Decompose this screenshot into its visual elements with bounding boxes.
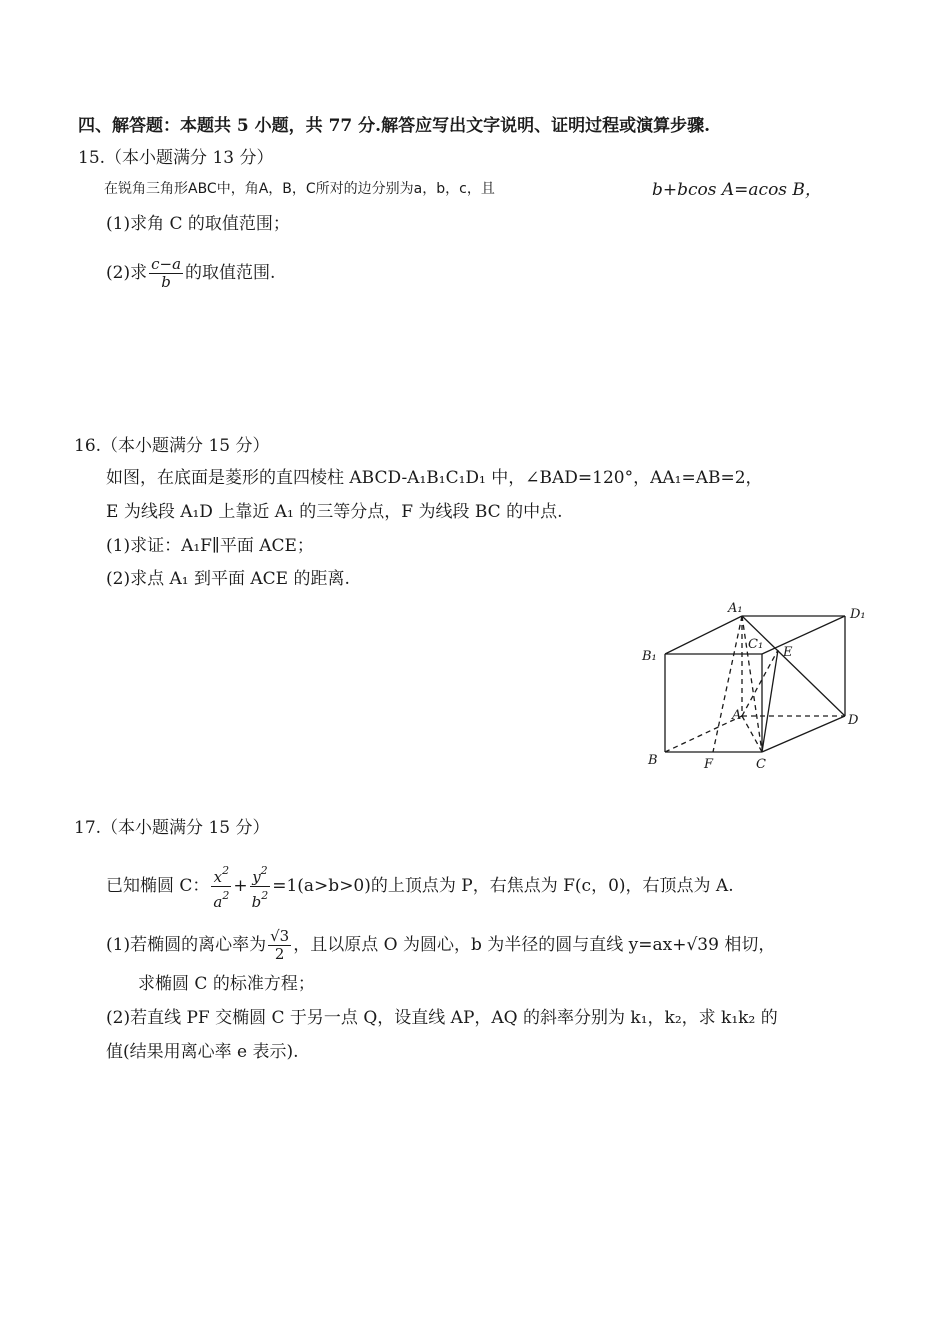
fraction-denominator: b [161, 273, 171, 291]
ellipse-x-term: $\frac{x^2}{a^2}$ [213, 864, 230, 911]
problem-15-number: 15.（本小题满分 13 分） [78, 148, 274, 168]
problem-16-line2: E 为线段 A₁D 上靠近 A₁ 的三等分点，F 为线段 BC 的中点. [106, 502, 563, 522]
label-b: B [648, 753, 658, 768]
problem-17-q2-line1: (2)若直线 PF 交椭圆 C 于另一点 Q，设直线 AP，AQ 的斜率分别为 k₁，k₂，求 k₁k₂ 的 [106, 1008, 778, 1028]
problem-17-stem-suffix: =1(a>b>0)的上顶点为 P，右焦点为 F(c，0)，右顶点为 A. [272, 876, 734, 896]
hidden-b-a [665, 716, 742, 752]
label-e: E [783, 645, 793, 660]
label-d: D [848, 713, 859, 728]
problem-15-q2-prefix: (2)求 [106, 263, 148, 283]
problem-15-q2 [106, 256, 275, 291]
hidden-a1-f [713, 616, 742, 752]
eccentricity-fraction [268, 928, 291, 963]
label-a: A [732, 708, 742, 723]
label-d1: D₁ [850, 607, 866, 622]
problem-16-q1: (1)求证：A₁F∥平面 ACE； [106, 536, 314, 556]
problem-17-q1 [106, 928, 775, 963]
section-header: 四、解答题：本题共 5 小题，共 77 分.解答应写出文字说明、证明过程或演算步骤. [78, 116, 710, 136]
fraction-numerator: √3 [270, 927, 290, 945]
problem-15-equation: b+bcos A=acos B， [652, 180, 822, 200]
problem-17-q2-line2: 值(结果用离心率 e 表示). [106, 1042, 299, 1062]
prism-figure [630, 596, 880, 776]
problem-17-q1-line2: 求椭圆 C 的标准方程； [138, 974, 315, 994]
label-c1: C₁ [748, 637, 764, 652]
problem-17-q1-suffix: ，且以原点 O 为圆心，b 为半径的圆与直线 y=ax+√39 相切， [293, 935, 776, 955]
problem-17-stem-prefix: 已知椭圆 C： [106, 876, 210, 896]
label-c: C [756, 757, 766, 772]
fraction-numerator: c−a [151, 255, 182, 273]
segment-a1-d [742, 616, 845, 716]
problem-16-line1: 如图，在底面是菱形的直四棱柱 ABCD-A₁B₁C₁D₁ 中，∠BAD=120°，AA₁=AB=2， [106, 468, 763, 488]
problem-16-q2: (2)求点 A₁ 到平面 ACE 的距离. [106, 569, 350, 589]
edge-c-d [762, 716, 845, 752]
problem-16-number: 16.（本小题满分 15 分） [74, 436, 270, 456]
label-a1: A₁ [728, 601, 743, 616]
label-b1: B₁ [642, 649, 657, 664]
problem-15-q2-suffix: 的取值范围. [185, 263, 276, 283]
problem-15-q1: (1)求角 C 的取值范围； [106, 214, 290, 234]
ellipse-y-term: $\frac{y^2}{b^2}$ [251, 864, 269, 911]
fraction-denominator: 2 [274, 945, 285, 963]
problem-17-stem: 已知椭圆 C： $\frac{x^2}{a^2}$ + $\frac{y^2}{b^2}$ =1(a>b>0)的上顶点为 P，右焦点为 F(c，0)，右顶点为 A. [106, 864, 734, 911]
edge-b1-a1 [665, 616, 742, 654]
problem-17-q1-prefix: (1)若椭圆的离心率为 [106, 935, 267, 955]
label-f: F [704, 757, 714, 772]
problem-15-stem: 在锐角三角形ABC中，角A，B，C所对的边分别为a，b，c，且 [104, 181, 495, 197]
problem-17-number: 17.（本小题满分 15 分） [74, 818, 270, 838]
problem-15-q2-fraction [149, 256, 183, 291]
